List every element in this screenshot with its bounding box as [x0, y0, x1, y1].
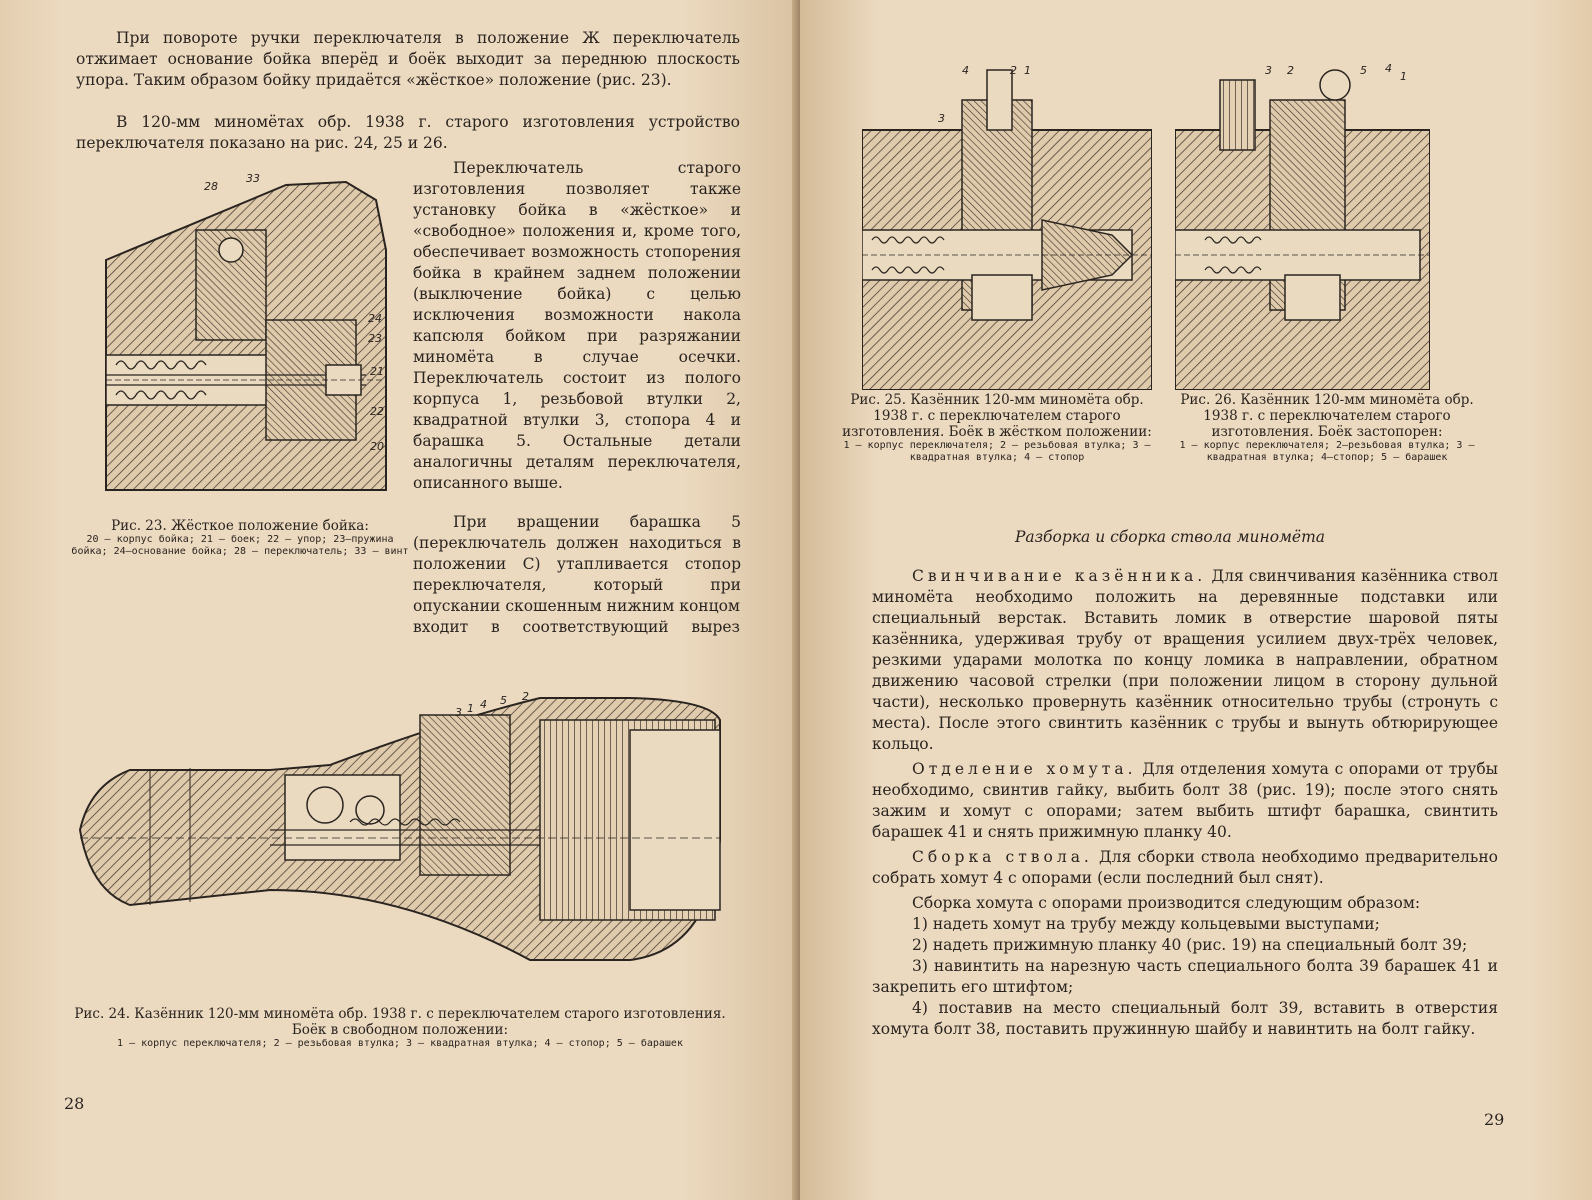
paragraph-lead: Отделение хомута.: [912, 760, 1137, 778]
list-item: 4) поставив на место специальный болт 39, вставить в отверстия хомута болт 38, поставить пружинную шайбу и навинтить на болт гайку.: [872, 999, 1498, 1038]
paragraph: Для сборки ствола необходимо предварительно собрать хомут 4 с опорами (если последний был снят).: [872, 848, 1498, 887]
fig23-label: 24: [368, 312, 382, 325]
paragraph-continuation: опускании скошенным нижним концом входит в соответствующий вырез: [413, 597, 740, 636]
fig24-label: 3: [455, 706, 462, 719]
fig26-label: 1: [1400, 70, 1407, 83]
fig26-label: 3: [1265, 64, 1272, 77]
caption-legend: 1 — корпус переключателя; 2 — резьбовая втулка; 3 — квадратная втулка; 4 — стопор: [843, 440, 1151, 463]
paragraph-lead: Сборка ствола.: [912, 848, 1093, 866]
figure-25-drawing: [862, 60, 1152, 390]
section-title: Разборка и сборка ствола миномёта: [1014, 528, 1326, 546]
paragraph-lead: Свинчивание казённика.: [912, 567, 1207, 585]
fig23-label: 33: [246, 172, 260, 185]
paragraph: Переключатель старого изготовления позволяет также установку бойка в «жёсткое» и «свободное» положения и, кроме того, обеспечивает возможность стопорения бойка в крайнем заднем положении (выключение бойка) с целью исключения возможности накола капсюля бойком при разряжании миномёта в случае осечки. Переключатель состоит из полого корпуса 1, резьбовой втулки 2, квадратной втулки 3, стопора 4 и барашка 5. Остальные детали аналогичны деталям переключателя, описанного выше.: [413, 159, 741, 492]
paragraph: Для отделения хомута с опорами от трубы необходимо, свинтив гайку, выбить болт 38 (рис. 19); после этого снять зажим и хомут с опорами; затем выбить штифт барашка, свинтить барашек 41 и снять прижимную планку 40.: [872, 760, 1498, 841]
fig24-label: 5: [500, 694, 507, 707]
fig26-label: 5: [1360, 64, 1367, 77]
paragraph: При повороте ручки переключателя в положение Ж переключатель отжимает основание бойка вперёд и боёк выходит за переднюю плоскость упора. Таким образом бойку придаётся «жёсткое» положение (рис. 23).: [76, 29, 740, 89]
paragraph: Для свинчивания казённика ствол миномёта необходимо положить на деревянные подставки или специальный верстак. Вставить ломик в отверстие шаровой пяты казённика, удерживая трубу от вращения усилием двух-трёх человек, резкими ударами молотка по концу ломика в направлении, обратном движению часовой стрелки (при положении лицом в сторону дульной части), несколько провернуть казённик относительно трубы (стронуть с места). После этого свинтить казённик с трубы и вынуть обтюрирующее кольцо.: [872, 567, 1499, 753]
list-item: 2) надеть прижимную планку 40 (рис. 19) на специальный болт 39;: [912, 936, 1468, 954]
figure-24-caption: [60, 1006, 740, 1050]
page-number: 28: [64, 1094, 85, 1113]
fig25-label: 3: [938, 112, 945, 125]
figure-23-caption: [70, 518, 410, 558]
page-number: 29: [1484, 1110, 1505, 1129]
figure-24-drawing: [70, 690, 730, 990]
fig24-label: 2: [522, 690, 529, 703]
paragraph-end: [76, 596, 740, 638]
paragraph: В 120-мм миномётах обр. 1938 г. старого изготовления устройство переключателя показано на рис. 24, 25 и 26.: [76, 113, 740, 152]
right-body-text: [872, 566, 1498, 1040]
fig26-label: 2: [1287, 64, 1294, 77]
fig24-label: 4: [480, 698, 487, 711]
caption-title: Рис. 23. Жёсткое положение бойка:: [111, 518, 369, 534]
fig26-label: 4: [1385, 62, 1392, 75]
fig25-label: 1: [1024, 64, 1031, 77]
fig23-label: 20: [370, 440, 384, 453]
fig25-label: 4: [962, 64, 969, 77]
caption-title: Рис. 25. Казённик 120-мм миномёта обр. 1938 г. с переключателем старого изготовления. Боёк в жёстком положении:: [842, 392, 1152, 440]
paragraph: Сборка хомута с опорами производится следующим образом:: [912, 894, 1421, 912]
caption-legend: 20 — корпус бойка; 21 — боек; 22 — упор; 23—пружина бойка; 24—основание бойка; 28 — переключатель; 33 — винт: [71, 534, 409, 557]
fig25-label: 2: [1010, 64, 1017, 77]
figure-26-drawing: [1175, 60, 1430, 390]
fig23-label: 28: [204, 180, 218, 193]
figure-23-drawing: [86, 170, 416, 515]
figure-26-caption: [1172, 392, 1482, 464]
right-page: [800, 0, 1592, 1200]
fig23-label: 22: [370, 405, 384, 418]
caption-title: Рис. 26. Казённик 120-мм миномёта обр. 1938 г. с переключателем старого изготовления. Боёк застопорен:: [1180, 392, 1474, 440]
list-item: 1) надеть хомут на трубу между кольцевыми выступами;: [912, 915, 1380, 933]
fig23-label: 21: [370, 365, 384, 378]
figure-25-caption: [842, 392, 1152, 464]
list-item: 3) навинтить на нарезную часть специального болта 39 барашек 41 и закрепить его штифтом;: [872, 957, 1498, 996]
caption-title: Рис. 24. Казённик 120-мм миномёта обр. 1938 г. с переключателем старого изготовления. Боёк в свободном положении:: [74, 1006, 726, 1038]
caption-legend: 1 — корпус переключателя; 2—резьбовая втулка; 3 — квадратная втулка; 4—стопор; 5 — барашек: [1179, 440, 1475, 463]
paragraph-start: При вращении барашка 5 (переключатель должен находиться в положении С) утапливается стопор переключателя, который при: [413, 513, 741, 594]
fig23-label: 23: [368, 332, 382, 345]
fig24-label: 1: [467, 702, 474, 715]
caption-legend: 1 — корпус переключателя; 2 — резьбовая втулка; 3 — квадратная втулка; 4 — стопор; 5 — барашек: [117, 1038, 683, 1049]
